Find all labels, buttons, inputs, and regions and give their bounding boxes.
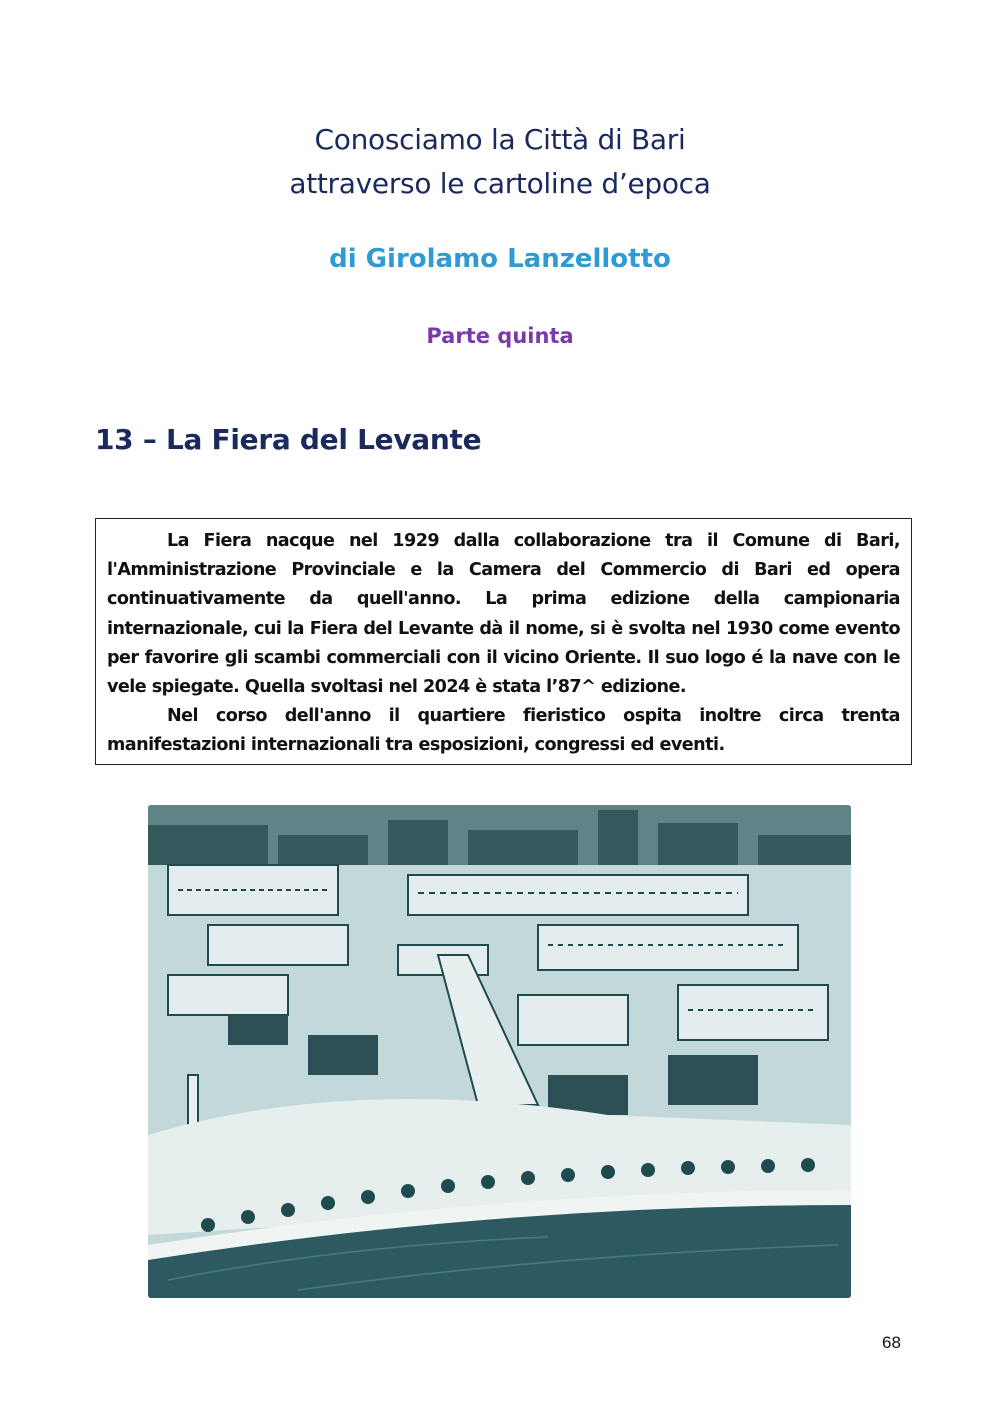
page-title-line2: attraverso le cartoline d’epoca (289, 167, 711, 200)
page-title-line1: Conosciamo la Città di Bari (314, 123, 686, 156)
part-label: Parte quinta (426, 324, 574, 348)
intro-paragraph-2: Nel corso dell'anno il quartiere fieristico ospita inoltre circa trenta manifestazioni internazionali tra esposizioni, congressi ed eventi. (107, 706, 900, 756)
intro-text-box (95, 518, 912, 765)
postcard-photo (148, 805, 851, 1298)
postcard-aerial-view-illustration (148, 805, 851, 1298)
page-number: 68 (882, 1333, 901, 1352)
intro-paragraph-1: La Fiera nacque nel 1929 dalla collaborazione tra il Comune di Bari, l'Amministrazione Provinciale e la Camera del Commercio di Bari ed opera continuativamente da quell'anno. La prima edizione della campionaria internazionale, cui la Fiera del Levante dà il nome, si è svolta nel 1930 come evento per favorire gli scambi commerciali con il vicino Oriente. Il suo logo é la nave con le vele spiegate. Quella svoltasi nel 2024 è stata l’87^ edizione. (107, 531, 900, 698)
author-line: di Girolamo Lanzellotto (329, 244, 671, 274)
section-heading: 13 – La Fiera del Levante (95, 423, 482, 456)
